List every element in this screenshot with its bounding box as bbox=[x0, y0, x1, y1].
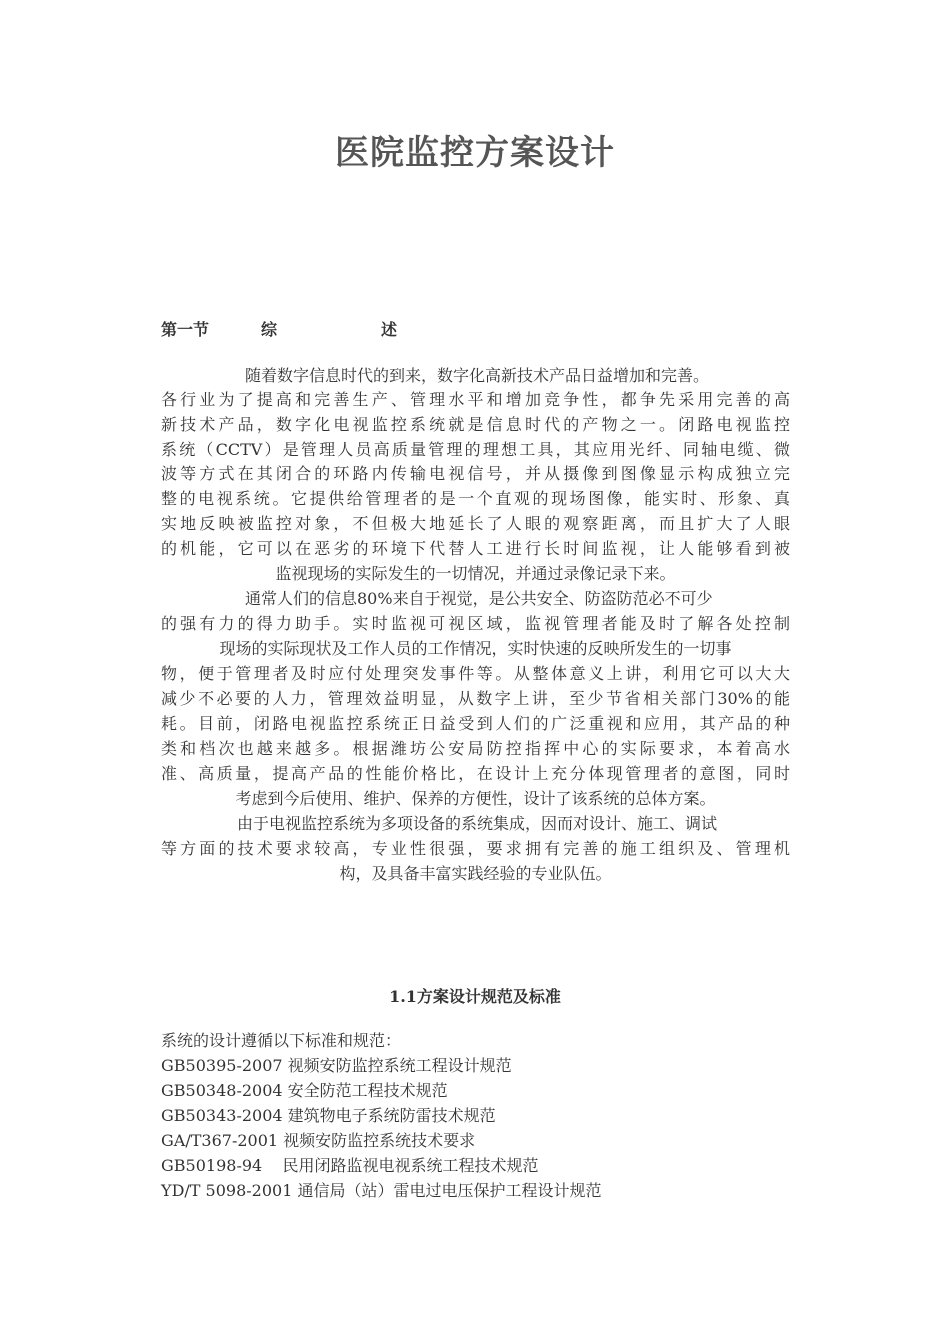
paragraph-3-line-2: 等方面的技术要求较高，专业性很强，要求拥有完善的施工组织及、管理机 bbox=[161, 839, 790, 858]
section-title-char-1: 综 bbox=[261, 320, 278, 339]
standard-code: GA/T367-2001 bbox=[161, 1131, 279, 1150]
paragraph-2-line-9: 考虑到今后使用、维护、保养的方便性，设计了该系统的总体方案。 bbox=[235, 789, 716, 808]
section-number: 第一节 bbox=[161, 320, 210, 339]
standard-name: 建筑物电子系统防雷技术规范 bbox=[287, 1106, 496, 1125]
paragraph-1-line-9: 监视现场的实际发生的一切情况，并通过录像记录下来。 bbox=[275, 564, 676, 583]
standard-item bbox=[161, 1079, 448, 1103]
standard-code: GB50198-94 bbox=[161, 1156, 263, 1175]
standard-name: 安全防范工程技术规范 bbox=[287, 1081, 448, 1100]
paragraph-1-line-8: 的机能，它可以在恶劣的环境下代替人工进行长时间监视，让人能够看到被 bbox=[161, 539, 790, 558]
standard-name: 通信局（站）雷电过电压保护工程设计规范 bbox=[297, 1181, 602, 1200]
paragraph-2-line-1: 通常人们的信息80%来自于视觉，是公共安全、防盗防范必不可少 bbox=[245, 589, 713, 608]
paragraph-1-line-4: 系统（CCTV）是管理人员高质量管理的理想工具，其应用光纤、同轴电缆、微 bbox=[161, 440, 790, 459]
paragraph-3-line-1: 由于电视监控系统为多项设备的系统集成，因而对设计、施工、调试 bbox=[237, 814, 718, 833]
standard-code: GB50343-2004 bbox=[161, 1106, 283, 1125]
standards-intro: 系统的设计遵循以下标准和规范： bbox=[161, 1031, 402, 1050]
paragraph-2-line-5: 减少不必要的人力，管理效益明显，从数字上讲，至少节省相关部门30%的能 bbox=[161, 689, 790, 708]
standard-item bbox=[161, 1154, 539, 1178]
standard-name: 视频安防监控系统技术要求 bbox=[283, 1131, 476, 1150]
standard-item bbox=[161, 1104, 496, 1128]
paragraph-2-line-6: 耗。目前，闭路电视监控系统正日益受到人们的广泛重视和应用，其产品的种 bbox=[161, 714, 790, 733]
document-title: 医院监控方案设计 bbox=[335, 133, 615, 173]
standard-code: YD/T 5098-2001 bbox=[161, 1181, 293, 1200]
paragraph-1-line-1: 随着数字信息时代的到来，数字化高新技术产品日益增加和完善。 bbox=[245, 366, 710, 385]
subsection-heading: 1.1方案设计规范及标准 bbox=[389, 987, 561, 1006]
standard-name: 民用闭路监视电视系统工程技术规范 bbox=[282, 1156, 539, 1175]
paragraph-2-line-7: 类和档次也越来越多。根据潍坊公安局防控指挥中心的实际要求，本着高水 bbox=[161, 739, 790, 758]
paragraph-1-line-6: 整的电视系统。它提供给管理者的是一个直观的现场图像，能实时、形象、真 bbox=[161, 489, 790, 508]
standard-code: GB50395-2007 bbox=[161, 1056, 283, 1075]
paragraph-2-line-3: 现场的实际现状及工作人员的工作情况，实时快速的反映所发生的一切事 bbox=[219, 639, 732, 658]
standard-item bbox=[161, 1179, 602, 1203]
standard-code: GB50348-2004 bbox=[161, 1081, 283, 1100]
section-heading bbox=[161, 317, 397, 340]
paragraph-2-line-4: 物，便于管理者及时应付处理突发事件等。从整体意义上讲，利用它可以大大 bbox=[161, 664, 790, 683]
section-title-char-2: 述 bbox=[381, 320, 398, 339]
standard-item bbox=[161, 1129, 475, 1153]
paragraph-1-line-7: 实地反映被监控对象，不但极大地延长了人眼的观察距离，而且扩大了人眼 bbox=[161, 514, 790, 533]
paragraph-1-line-2: 各行业为了提高和完善生产、管理水平和增加竞争性，都争先采用完善的高 bbox=[161, 390, 790, 409]
paragraph-1-line-3: 新技术产品，数字化电视监控系统就是信息时代的产物之一。闭路电视监控 bbox=[161, 415, 790, 434]
standard-name: 视频安防监控系统工程设计规范 bbox=[287, 1056, 512, 1075]
paragraph-2-line-2: 的强有力的得力助手。实时监视可视区域，监视管理者能及时了解各处控制 bbox=[161, 614, 790, 633]
standard-item bbox=[161, 1054, 512, 1078]
paragraph-3-line-3: 构，及具备丰富实践经验的专业队伍。 bbox=[339, 864, 612, 883]
paragraph-2-line-8: 准、高质量，提高产品的性能价格比，在设计上充分体现管理者的意图，同时 bbox=[161, 764, 790, 783]
paragraph-1-line-5: 波等方式在其闭合的环路内传输电视信号，并从摄像到图像显示构成独立完 bbox=[161, 464, 790, 483]
